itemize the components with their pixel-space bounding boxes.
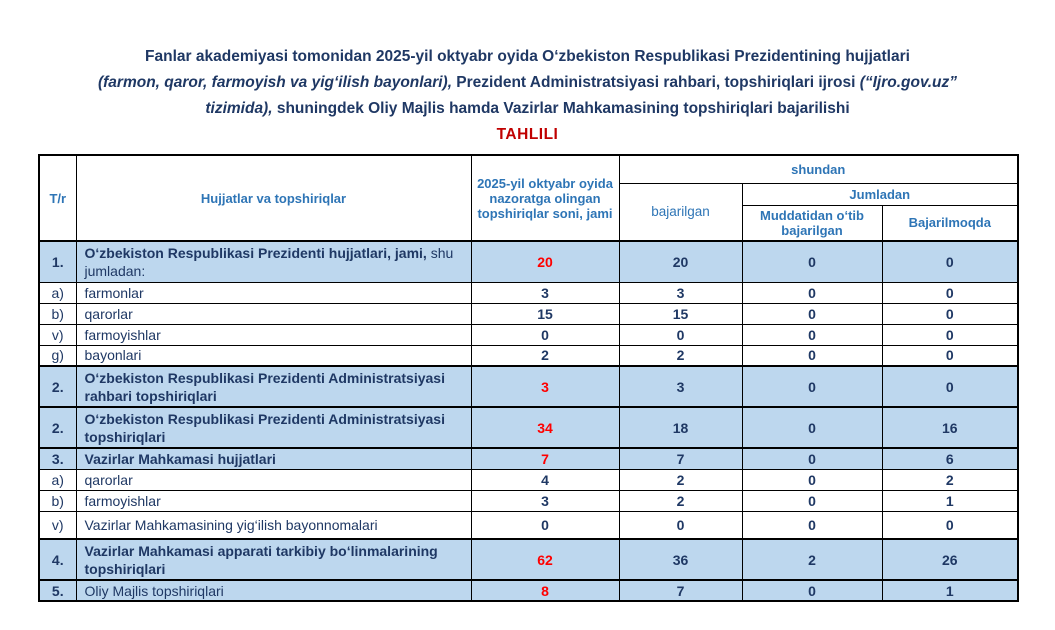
analysis-table — [38, 154, 1019, 602]
total-cell: 62 — [471, 539, 619, 580]
row-number: 5. — [39, 580, 76, 601]
table-row — [39, 469, 1018, 490]
title-tahlili: TAHLILI — [496, 126, 559, 143]
overdue-cell: 0 — [742, 241, 882, 282]
inprogress-cell: 0 — [882, 282, 1018, 303]
done-cell: 0 — [619, 511, 742, 539]
row-number: 4. — [39, 539, 76, 580]
done-cell: 2 — [619, 469, 742, 490]
inprogress-cell: 0 — [882, 303, 1018, 324]
total-cell: 15 — [471, 303, 619, 324]
header-tr: T/r — [39, 155, 76, 241]
table-row — [39, 539, 1018, 580]
overdue-cell: 0 — [742, 580, 882, 601]
inprogress-cell: 0 — [882, 511, 1018, 539]
row-label: O‘zbekiston Respublikasi Prezidenti Administratsiyasi rahbari topshiriqlari — [76, 366, 471, 407]
total-cell: 3 — [471, 490, 619, 511]
done-cell: 7 — [619, 448, 742, 469]
total-cell: 8 — [471, 580, 619, 601]
row-label: Vazirlar Mahkamasi hujjatlari — [76, 448, 471, 469]
table-row — [39, 448, 1018, 469]
done-cell: 18 — [619, 407, 742, 448]
inprogress-cell: 26 — [882, 539, 1018, 580]
overdue-cell: 0 — [742, 303, 882, 324]
done-cell: 7 — [619, 580, 742, 601]
title-line-1: Fanlar akademiyasi tomonidan 2025-yil oktyabr oyida O‘zbekiston Respublikasi Prezidentining hujjatlari — [145, 48, 910, 65]
header-bajarilmoqda: Bajarilmoqda — [882, 205, 1018, 241]
row-number: 3. — [39, 448, 76, 469]
inprogress-cell: 2 — [882, 469, 1018, 490]
done-cell: 3 — [619, 282, 742, 303]
total-cell: 3 — [471, 282, 619, 303]
table-row — [39, 511, 1018, 539]
total-cell: 0 — [471, 511, 619, 539]
row-label: qarorlar — [76, 303, 471, 324]
overdue-cell: 0 — [742, 282, 882, 303]
overdue-cell: 0 — [742, 366, 882, 407]
total-cell: 20 — [471, 241, 619, 282]
overdue-cell: 0 — [742, 448, 882, 469]
table-row — [39, 407, 1018, 448]
inprogress-cell: 0 — [882, 345, 1018, 366]
total-cell: 0 — [471, 324, 619, 345]
report-title — [0, 0, 1055, 148]
table-row — [39, 324, 1018, 345]
row-number: 2. — [39, 366, 76, 407]
header-total: 2025-yil oktyabr oyida nazoratga olingan topshiriqlar soni, jami — [471, 155, 619, 241]
row-label: O‘zbekiston Respublikasi Prezidenti hujjatlari, jami, shu jumladan: — [76, 241, 471, 282]
inprogress-cell: 1 — [882, 490, 1018, 511]
overdue-cell: 0 — [742, 490, 882, 511]
overdue-cell: 0 — [742, 511, 882, 539]
row-label: farmonlar — [76, 282, 471, 303]
table-header — [39, 155, 1018, 241]
row-number: 1. — [39, 241, 76, 282]
overdue-cell: 0 — [742, 345, 882, 366]
total-cell: 2 — [471, 345, 619, 366]
total-cell: 34 — [471, 407, 619, 448]
table-row — [39, 241, 1018, 282]
title-line-2: (farmon, qaror, farmoyish va yig‘ilish bayonlari), Prezident Administratsiyasi rahbari, topshiriqlari ijrosi (“Ijro.gov.uz” — [97, 74, 958, 91]
done-cell: 3 — [619, 366, 742, 407]
table-row — [39, 490, 1018, 511]
total-cell: 4 — [471, 469, 619, 490]
row-number: v) — [39, 511, 76, 539]
row-label: qarorlar — [76, 469, 471, 490]
row-number: a) — [39, 282, 76, 303]
row-label: Vazirlar Mahkamasining yig‘ilish bayonnomalari — [76, 511, 471, 539]
row-number: b) — [39, 490, 76, 511]
table-row — [39, 345, 1018, 366]
table-row — [39, 282, 1018, 303]
table-row — [39, 303, 1018, 324]
overdue-cell: 0 — [742, 407, 882, 448]
row-number: b) — [39, 303, 76, 324]
total-cell: 3 — [471, 366, 619, 407]
done-cell: 15 — [619, 303, 742, 324]
done-cell: 20 — [619, 241, 742, 282]
done-cell: 2 — [619, 490, 742, 511]
done-cell: 0 — [619, 324, 742, 345]
inprogress-cell: 0 — [882, 366, 1018, 407]
header-documents: Hujjatlar va topshiriqlar — [76, 155, 471, 241]
title-line-3: tizimida), shuningdek Oliy Majlis hamda Vazirlar Mahkamasining topshiriqlari bajarilishi — [205, 100, 850, 117]
header-jumladan: Jumladan — [742, 183, 1018, 205]
table-body — [39, 241, 1018, 601]
done-cell: 2 — [619, 345, 742, 366]
row-number: a) — [39, 469, 76, 490]
overdue-cell: 2 — [742, 539, 882, 580]
row-label: O‘zbekiston Respublikasi Prezidenti Administratsiyasi topshiriqlari — [76, 407, 471, 448]
inprogress-cell: 6 — [882, 448, 1018, 469]
header-bajarilgan: bajarilgan — [619, 183, 742, 241]
overdue-cell: 0 — [742, 324, 882, 345]
row-number: v) — [39, 324, 76, 345]
row-label: farmoyishlar — [76, 324, 471, 345]
header-muddatidan: Muddatidan o‘tib bajarilgan — [742, 205, 882, 241]
inprogress-cell: 1 — [882, 580, 1018, 601]
row-label: Oliy Majlis topshiriqlari — [76, 580, 471, 601]
overdue-cell: 0 — [742, 469, 882, 490]
inprogress-cell: 0 — [882, 241, 1018, 282]
row-label: bayonlari — [76, 345, 471, 366]
table-row — [39, 580, 1018, 601]
header-shundan: shundan — [619, 155, 1018, 183]
row-label: farmoyishlar — [76, 490, 471, 511]
inprogress-cell: 16 — [882, 407, 1018, 448]
row-label: Vazirlar Mahkamasi apparati tarkibiy bo‘linmalarining topshiriqlari — [76, 539, 471, 580]
table-row — [39, 366, 1018, 407]
total-cell: 7 — [471, 448, 619, 469]
inprogress-cell: 0 — [882, 324, 1018, 345]
row-number: 2. — [39, 407, 76, 448]
row-number: g) — [39, 345, 76, 366]
done-cell: 36 — [619, 539, 742, 580]
